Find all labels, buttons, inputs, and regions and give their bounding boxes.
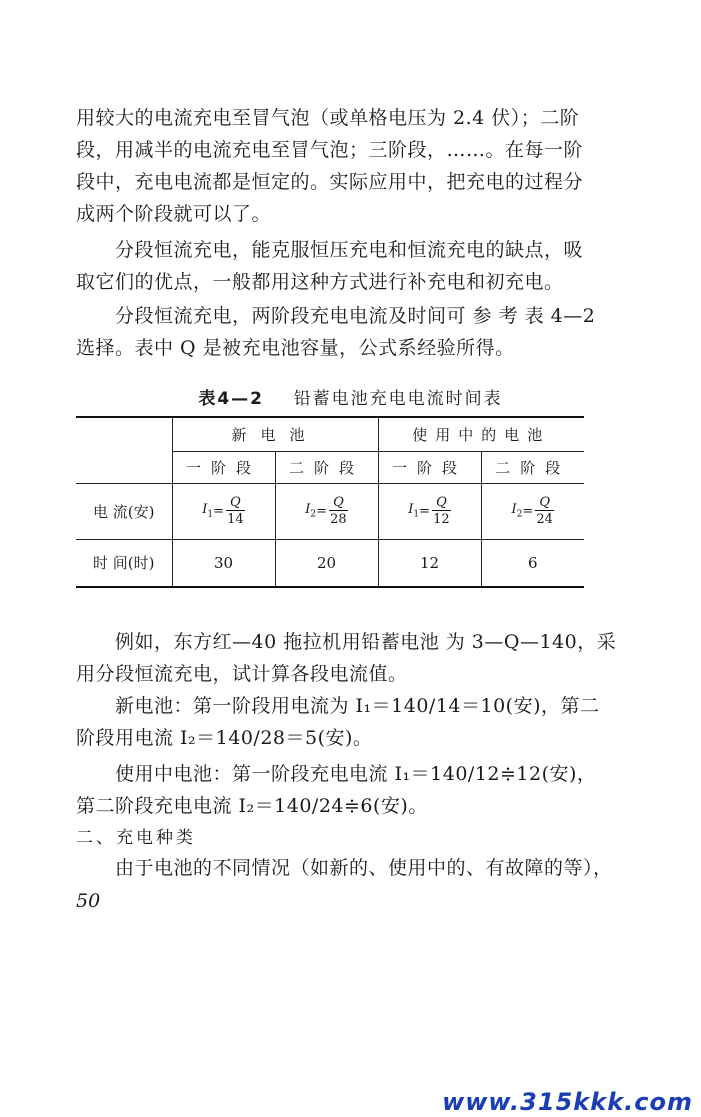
header-used-battery: 使用中的电池 [378, 417, 584, 451]
header-stage: 一阶段 [378, 451, 481, 483]
text-line: 用较大的电流充电至冒气泡（或单格电压为 2.4 伏）；二阶 [76, 107, 580, 129]
header-new-battery: 新电池 [172, 417, 378, 451]
table-row-current [76, 483, 584, 539]
text-line: 分段恒流充电，能克服恒压充电和恒流充电的缺点，吸 [76, 239, 584, 261]
text-line: 分段恒流充电，两阶段充电电流及时间可 参 考 表 4—2 [76, 305, 596, 327]
paragraph-charging-stages [76, 102, 606, 230]
current-formula: $I_1$ = $\frac{Q}{12}$ [408, 495, 450, 527]
watermark-logo: www.315kkk.com [442, 1088, 693, 1116]
table-caption-number: 表4—2 [198, 389, 265, 409]
table-corner-cell [76, 417, 172, 483]
text-line: 成两个阶段就可以了。 [76, 203, 272, 225]
current-formula: $I_1$ = $\frac{Q}{14}$ [202, 495, 244, 527]
paragraph-battery-conditions [76, 852, 613, 884]
paragraph-example [76, 626, 617, 690]
current-formula: $I_2$ = $\frac{Q}{28}$ [305, 495, 347, 527]
text-line: 段，用减半的电流充电至冒气泡；三阶段，……。在每一阶 [76, 139, 584, 161]
text-line: 取它们的优点，一般都用这种方式进行补充电和初充电。 [76, 271, 564, 293]
section-heading-text: 二、充电种类 [76, 828, 196, 848]
row-label-current: 电 流(安) [76, 483, 172, 539]
text-line: 选择。表中 Q 是被充电池容量，公式系经验所得。 [76, 337, 515, 359]
charging-table [76, 416, 584, 588]
paragraph-advantages [76, 234, 606, 298]
text-line: 阶段用电流 I₂＝140/28＝5(安)。 [76, 727, 373, 749]
current-formula: $I_2$ = $\frac{Q}{24}$ [511, 495, 553, 527]
text-line: 第二阶段充电电流 I₂＝140/24≑6(安)。 [76, 795, 428, 817]
section-heading [76, 822, 606, 854]
table-caption-title: 铅蓄电池充电电流时间表 [293, 389, 503, 409]
row-label-time: 时 间(时) [76, 539, 172, 587]
table-header-row-groups [76, 417, 584, 451]
paragraph-used-battery-calc [76, 758, 606, 822]
time-cell: 30 [172, 539, 275, 587]
header-stage: 一阶段 [172, 451, 275, 483]
text-line: 由于电池的不同情况（如新的、使用中的、有故障的等）， [76, 857, 613, 879]
header-stage: 二阶段 [275, 451, 378, 483]
header-stage: 二阶段 [481, 451, 584, 483]
text-line: 段中，充电电流都是恒定的。实际应用中，把充电的过程分 [76, 171, 584, 193]
time-cell: 12 [378, 539, 481, 587]
text-line: 例如，东方红—40 拖拉机用铅蓄电池 为 3—Q—140，采 [76, 631, 617, 653]
text-line: 新电池：第一阶段用电流为 I₁＝140/14＝10(安)，第二 [76, 695, 600, 717]
formula-cell [275, 483, 378, 539]
page-number: 50 [76, 890, 101, 912]
time-cell: 20 [275, 539, 378, 587]
text-line: 用分段恒流充电，试计算各段电流值。 [76, 663, 408, 685]
text-line: 使用中电池：第一阶段充电电流 I₁＝140/12≑12(安)， [76, 763, 597, 785]
table-row-time [76, 539, 584, 587]
formula-cell [481, 483, 584, 539]
table-caption [0, 384, 701, 409]
formula-cell [378, 483, 481, 539]
paragraph-new-battery-calc [76, 690, 606, 754]
time-cell: 6 [481, 539, 584, 587]
paragraph-table-reference [76, 300, 606, 364]
formula-cell [172, 483, 275, 539]
